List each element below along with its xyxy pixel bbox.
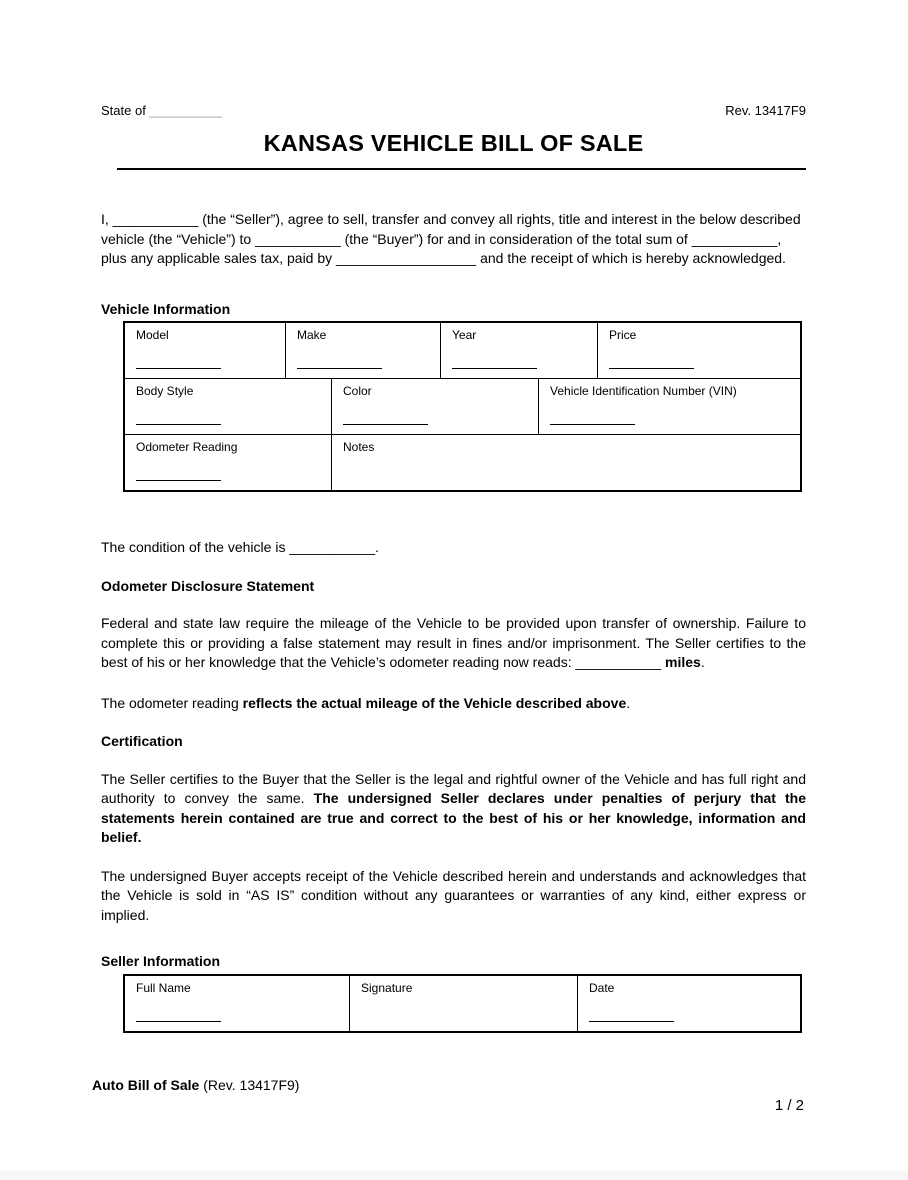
footer-doc-line bbox=[92, 1076, 806, 1096]
intro-text: (the “Buyer”) for and in consideration of the total sum of bbox=[340, 230, 692, 247]
intro-text: , plus any applicable sales tax, paid by bbox=[101, 230, 782, 266]
vehicle-info-table bbox=[123, 321, 802, 492]
cell-label: Model bbox=[136, 328, 169, 342]
odometer-disclosure-heading: Odometer Disclosure Statement bbox=[101, 577, 315, 594]
cell-label: Date bbox=[589, 980, 615, 995]
revision-label: Rev. 13417F9 bbox=[725, 103, 806, 118]
intro-text: I, bbox=[101, 211, 113, 227]
document-title: KANSAS VEHICLE BILL OF SALE bbox=[263, 130, 644, 156]
table-cell-notes bbox=[331, 435, 800, 490]
state-of-label: State of bbox=[101, 103, 150, 118]
buyer-acknowledgment-paragraph: The undersigned Buyer accepts receipt of the Vehicle described herein and understands and acknowledges that the Vehicle is sold in “AS IS” condition without any guarantees or warranties of any kind, either express or implied. bbox=[101, 867, 806, 923]
blank-line bbox=[550, 424, 635, 425]
table-cell-make bbox=[285, 323, 440, 378]
table-cell-color bbox=[331, 379, 538, 434]
table-cell-full-name bbox=[125, 976, 349, 1031]
state-of-blank: __________ bbox=[149, 103, 222, 118]
odometer-text: . bbox=[700, 654, 705, 670]
cell-label: Signature bbox=[361, 980, 413, 995]
vehicle-table-row-2 bbox=[125, 378, 800, 434]
intro-text: and the receipt of which is hereby acknowledged. bbox=[476, 250, 786, 266]
footer-doc-name: Auto Bill of Sale bbox=[92, 1076, 200, 1093]
blank-line bbox=[609, 368, 694, 369]
cell-label: Make bbox=[297, 328, 327, 342]
table-cell-model bbox=[125, 323, 285, 378]
blank-seller-name: ___________ bbox=[112, 211, 199, 227]
cell-label: Body Style bbox=[136, 384, 194, 398]
seller-info-table bbox=[123, 974, 802, 1033]
blank-line bbox=[136, 424, 221, 425]
condition-text: The condition of the vehicle is bbox=[101, 539, 290, 555]
blank-line bbox=[589, 1021, 674, 1022]
title-rule bbox=[117, 168, 806, 170]
odometer-reading-line bbox=[101, 694, 806, 714]
reading-text: The odometer reading bbox=[101, 694, 243, 711]
table-cell-body-style bbox=[125, 379, 331, 434]
cell-label: Odometer Reading bbox=[136, 440, 238, 454]
table-cell-vin bbox=[538, 379, 800, 434]
cell-label: Notes bbox=[343, 440, 375, 454]
vehicle-information-heading: Vehicle Information bbox=[101, 300, 231, 317]
certification-heading: Certification bbox=[101, 733, 183, 749]
blank-line bbox=[136, 368, 221, 369]
footer-revision: (Rev. 13417F9) bbox=[199, 1076, 300, 1093]
cell-label: Year bbox=[452, 328, 477, 342]
seller-table-row bbox=[125, 976, 800, 1031]
table-cell-odometer-reading bbox=[125, 435, 331, 490]
odometer-text: Federal and state law require the mileage of the Vehicle to be provided upon transfer of ownership. Failure to complete this or providing a false statement may result in fines and/or imprisonment. The Seller certifies to the best of his or her knowledge that the Vehicle’s odometer reading now reads: bbox=[101, 615, 806, 670]
cell-label: Vehicle Identification Number (VIN) bbox=[550, 384, 737, 398]
seller-certification-paragraph bbox=[101, 770, 806, 848]
cell-label: Price bbox=[609, 328, 637, 342]
table-cell-year bbox=[440, 323, 597, 378]
blank-payment-method: __________________ bbox=[336, 250, 477, 266]
blank-line bbox=[136, 1021, 221, 1022]
blank-line bbox=[297, 368, 382, 369]
blank-line bbox=[136, 480, 221, 481]
cell-label: Color bbox=[343, 384, 372, 398]
odometer-disclosure-paragraph bbox=[101, 614, 806, 673]
blank-sale-amount: ___________ bbox=[691, 230, 778, 247]
blank-buyer-name: ___________ bbox=[255, 230, 341, 247]
blank-line bbox=[452, 368, 537, 369]
certification-bold-text: The undersigned Seller declares under penalties of perjury that the statements herein contained are true and correct to the best of his or her knowledge, information and belief. bbox=[101, 790, 807, 845]
blank-line bbox=[343, 424, 428, 425]
intro-paragraph bbox=[101, 210, 806, 269]
certification-text: The Seller certifies to the Buyer that the Seller is the legal and rightful owner of the Vehicle and has full right and authority to convey the same. bbox=[101, 770, 806, 806]
condition-line bbox=[101, 538, 806, 558]
page-header bbox=[101, 103, 806, 118]
vehicle-table-row-1 bbox=[125, 323, 800, 378]
intro-text: (the “Seller”), agree to sell, transfer and convey all rights, title and interest in the below described vehicle (the “Vehicle”) to bbox=[101, 211, 801, 247]
table-cell-signature bbox=[349, 976, 577, 1031]
seller-information-heading: Seller Information bbox=[101, 953, 221, 969]
blank-vehicle-condition: ___________ bbox=[289, 539, 375, 555]
reading-text: . bbox=[626, 694, 631, 711]
reading-bold-text: reflects the actual mileage of the Vehicle described above bbox=[242, 694, 627, 711]
state-of-line bbox=[101, 103, 222, 118]
cell-label: Full Name bbox=[136, 980, 191, 995]
odometer-miles-bold: miles bbox=[665, 654, 701, 670]
page-bottom-strip bbox=[0, 1171, 908, 1180]
blank-odometer-reading: ___________ bbox=[575, 654, 662, 670]
table-cell-date bbox=[577, 976, 800, 1031]
vehicle-table-row-3 bbox=[125, 434, 800, 490]
condition-text: . bbox=[375, 539, 379, 555]
table-cell-price bbox=[597, 323, 800, 378]
page-number: 1 / 2 bbox=[774, 1097, 804, 1114]
